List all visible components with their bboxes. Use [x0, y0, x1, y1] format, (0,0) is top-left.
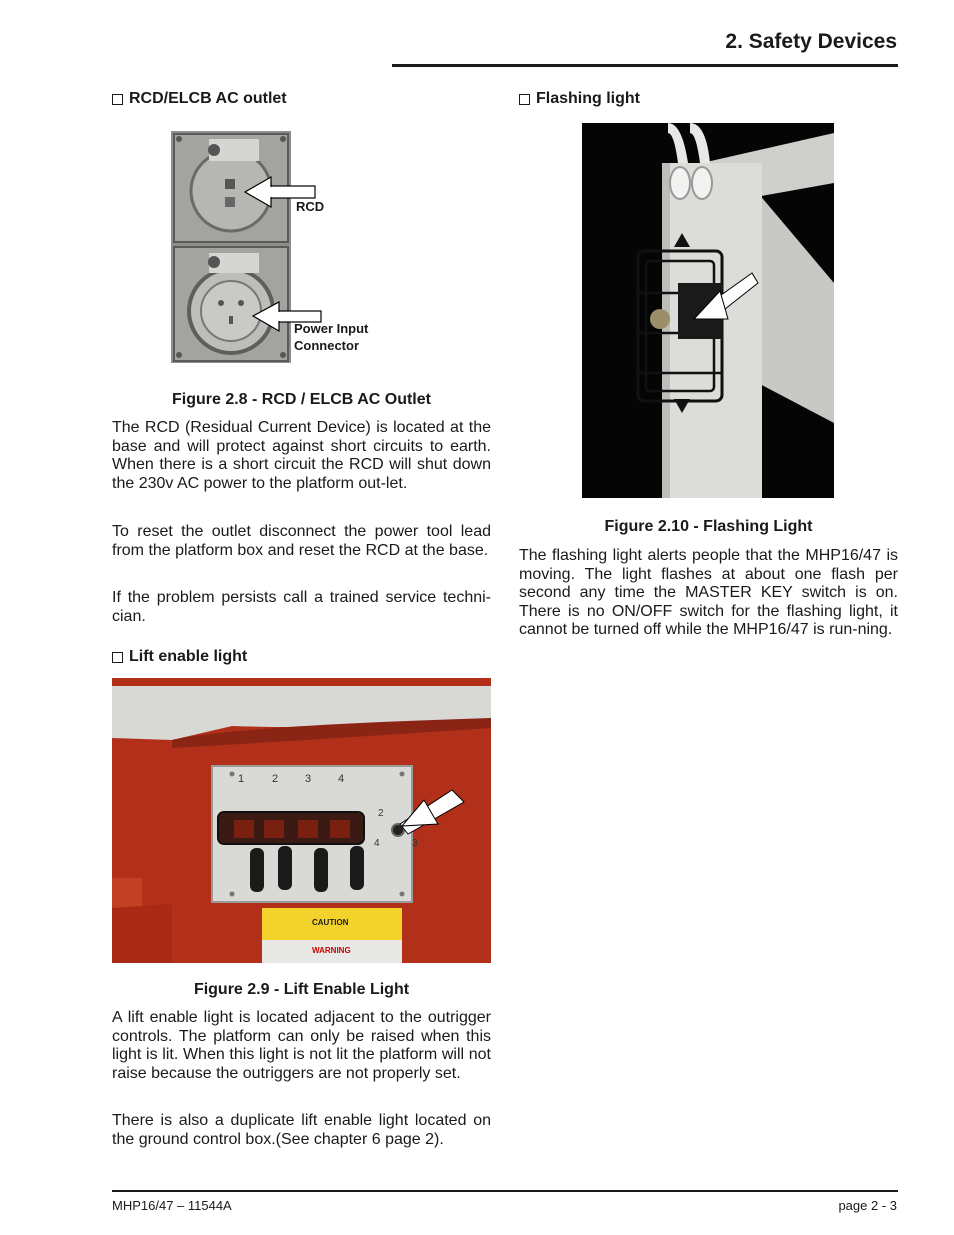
- lever-number-4: 4: [338, 773, 345, 785]
- lift-paragraph-1: A lift enable light is located adjacent to the outrigger controls. The platform can only be raised when this light is lit. When this light is not lit the platform will not raise because the outriggers are not properly set.: [112, 1009, 491, 1082]
- caution-sign-text: CAUTION: [312, 918, 349, 927]
- rcd-heading-text: RCD/ELCB AC outlet: [129, 90, 287, 107]
- figure-2-8: [171, 131, 376, 366]
- flashing-light-photo: [582, 123, 834, 498]
- lever-number-1: 1: [238, 773, 245, 785]
- flash-heading-text: Flashing light: [536, 90, 640, 107]
- power-input-label-line1: Power Input: [294, 321, 369, 336]
- checkbox-icon: [519, 94, 530, 105]
- figure-2-10-caption: Figure 2.10 - Flashing Light: [604, 518, 813, 535]
- header-rule: [392, 64, 898, 67]
- rcd-section-heading: [112, 90, 287, 108]
- dial-number-3: 3: [412, 838, 418, 849]
- figure-2-8-caption: Figure 2.8 - RCD / ELCB AC Outlet: [172, 391, 431, 408]
- dial-number-2: 2: [378, 808, 384, 819]
- page-title: 2. Safety Devices: [725, 30, 897, 53]
- rcd-paragraph-1: The RCD (Residual Current Device) is located at the base and will protect against short circuits to earth. When there is a short circuit the RCD will shut down the 230v AC power to the platform out-let.: [112, 419, 491, 492]
- lever-number-3: 3: [305, 773, 312, 785]
- figure-2-10: [582, 123, 834, 498]
- document-code: MHP16/47 – 11544A: [112, 1198, 232, 1213]
- dial-number-4: 4: [374, 838, 380, 849]
- footer-rule: [112, 1190, 898, 1192]
- lift-section-heading: [112, 648, 247, 666]
- checkbox-icon: [112, 652, 123, 663]
- lift-paragraph-2: There is also a duplicate lift enable light located on the ground control box.(See chapter 6 page 2).: [112, 1112, 491, 1148]
- warning-sign-text: WARNING: [312, 946, 351, 955]
- lever-number-2: 2: [272, 773, 279, 785]
- flash-section-heading: [519, 90, 640, 108]
- lift-enable-photo: [112, 678, 491, 963]
- rcd-paragraph-3: If the problem persists call a trained service techni-cian.: [112, 589, 491, 625]
- page-number: page 2 - 3: [838, 1198, 897, 1213]
- figure-2-9: [112, 678, 491, 963]
- lift-heading-text: Lift enable light: [129, 648, 248, 665]
- flash-paragraph: The flashing light alerts people that the MHP16/47 is moving. The light flashes at about one flash per second any time the MASTER KEY switch is on. There is no ON/OFF switch for the flashing light, it cannot be turned off while the MHP16/47 is run-ning.: [519, 547, 898, 638]
- rcd-paragraph-2: To reset the outlet disconnect the power tool lead from the platform box and reset the RCD at the base.: [112, 523, 491, 559]
- figure-2-9-caption: Figure 2.9 - Lift Enable Light: [193, 981, 410, 998]
- checkbox-icon: [112, 94, 123, 105]
- rcd-label: RCD: [296, 199, 325, 214]
- power-input-label-line2: Connector: [294, 338, 359, 353]
